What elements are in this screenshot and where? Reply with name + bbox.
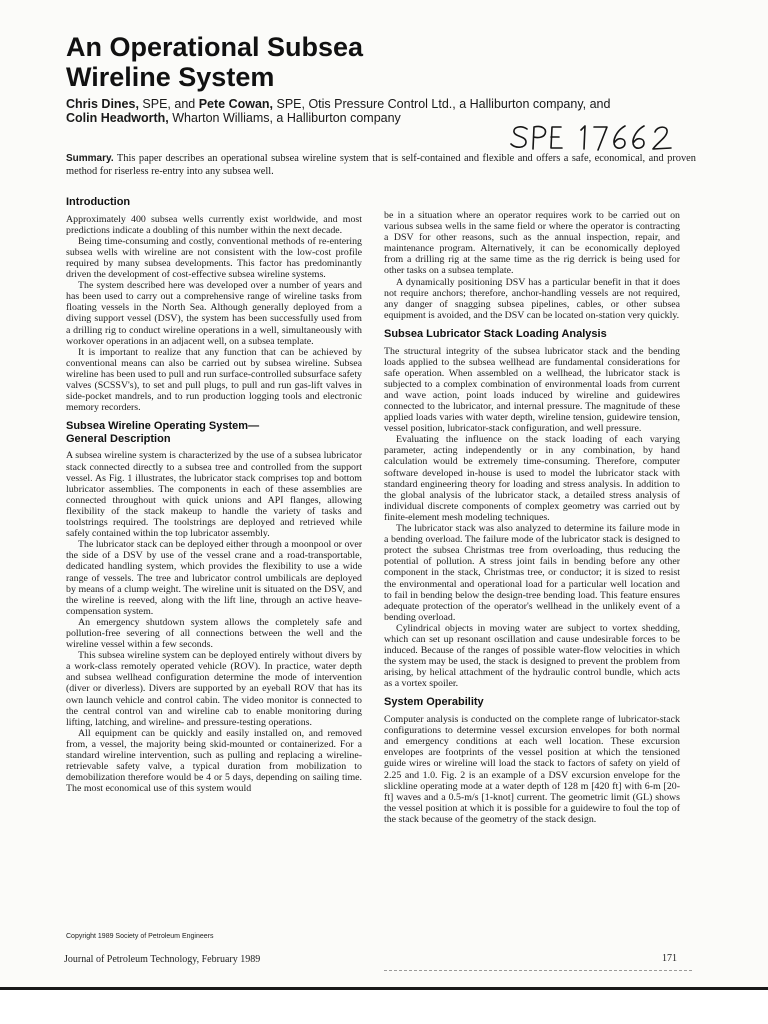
body-paragraph: Computer analysis is conducted on the complete range of lubricator-stack configurations to determine vessel excursion envelopes for both normal and emergency conditions at each well location. These excursion envelopes are footprints of the vessel position at which the tensioned guide wires or wireline will load the stack to factors of safety on yield of 2.25 and 1.0. Fig. 2 is an example of a DSV excursion envelope for the slickline operating mode at a water depth of 128 m [420 ft] with 6-m [20-ft] waves and a 0.5-m/s [1-knot] current. The geometric limit (GL) shows the vessel position at which it is possible for a guidewire to foul the top of the stack because of the geometry of the stack design. (384, 714, 680, 825)
body-paragraph: The lubricator stack was also analyzed to determine its failure mode in a bending overload. The failure mode of the lubricator stack is designed to protect the subsea Christmas tree from overloading, thus reducing the potential of pollution. A stress joint fails in bending before any other component in the stack, Christmas tree, or conductor; it is sized to resist the environmental and operational load for a particular well location and to fail in bending below the design-tree bending load. This feature ensures adequate protection of the operator's wellhead in the unlikely event of a bending overload. (384, 523, 680, 623)
body-paragraph: This subsea wireline system can be deployed entirely without divers by a work-class remotely operated vehicle (ROV). In practice, water depth and subsea wellhead configuration determine the mode of intervention (diver or diverless). Divers are supported by an eyeball ROV that has its own launch vehicle and control cabin. The video monitor is connected to the central control van and wireline cab to enable monitoring during lifting, latching, and wireline- and pressure-testing operations. (66, 650, 362, 728)
summary-paragraph (66, 153, 696, 178)
summary-text: This paper describes an operational subsea wireline system that is self-contained and flexible and offers a safe, economical, and proven method for riserless re-entry into any subsea well. (66, 153, 696, 177)
body-paragraph: Cylindrical objects in moving water are subject to vortex shedding, which can set up resonant oscillation and cause undesirable forces to be induced. Because of the ranges of possible water-flow velocities in which the system may be used, the stack is designed to prevent the problem from arising, by helical attachment of the hydraulic control bundle, which acts as a vortex spoiler. (384, 622, 680, 690)
handwritten-note-text: SPE 17662 (505, 122, 510, 123)
section-heading-system-operability: System Operability (384, 696, 484, 709)
author-affiliation: SPE, and (138, 97, 199, 111)
body-paragraph: be in a situation where an operator requires work to be carried out on various subsea wells in the same field or where the operator is contracting a DSV for other reasons, such as the annual inspection, repair, and maintenance program. Alternatively, it can be economically deployed from a drilling rig at the same time as the rig derrick is being used for other tasks on a subsea template. (384, 210, 680, 277)
section-heading-general-description (66, 420, 362, 445)
handwritten-paper-number (505, 122, 680, 154)
body-paragraph: A subsea wireline system is characterized by the use of a subsea lubricator stack connected directly to a subsea tree and controlled from the support vessel. As Fig. 1 illustrates, the lubricator stack comprises top and bottom lubricator assemblies. The components in each of these assemblies are connected throughout with quick unions and API flanges, allowing flexibility of the stack makeup to handle the variety of tasks and toolstrings required. The toolstrings are deployed and retrieved while safely contained within the top lubricator assembly. (66, 450, 362, 540)
body-paragraph: All equipment can be quickly and easily installed on, and removed from, a vessel, the majority being skid-mounted or containerized. For a standard wireline intervention, such as pulling and replacing a wireline-retrievable safety valve, a typical duration from mobilization to demobilization therefore would be 4 or 5 days, depending on sailing time. The most economical use of this system would (66, 727, 362, 795)
heading-line: Subsea Wireline Operating System— (66, 420, 260, 433)
body-paragraph: The system described here was developed over a number of years and has been used to carry out a comprehensive range of wireline tasks from floating vessels in the North Sea. Although generally deployed from a diving support vessel (DSV), the system has been successfully used from a drilling rig to conduct wireline operations in a well, simultaneously with workover operations in an adjacent well, on a subsea template. (66, 280, 362, 347)
title-line-2: Wireline System (66, 62, 275, 92)
page-number: 171 (662, 953, 677, 964)
body-paragraph: Evaluating the influence on the stack loading of each varying parameter, acting independently or in any combination, by hand calculation would be extremely time-consuming. Therefore, computer software developed in-house is used to model the lubricator stack with standard engineering theory for loading and stress analysis. In addition to the global analysis of the lubricator stack, a detailed stress analysis of individual discrete components of complex geometry was carried out by finite-element mesh modeling techniques. (384, 434, 680, 523)
body-paragraph: A dynamically positioning DSV has a particular benefit in that it does not require anchors; therefore, anchor-handling vessels are not required, any danger of snagging subsea pipelines, cables, or other subsea equipment is avoided, and the DSV can be located on-station very quickly. (384, 276, 680, 321)
author-byline (66, 97, 706, 125)
right-text-column (384, 210, 680, 825)
body-paragraph: An emergency shutdown system allows the completely safe and pollution-free severing of all connections between the well and the wireline vessel within a few seconds. (66, 616, 362, 651)
author-name: Pete Cowan, (198, 97, 274, 111)
section-heading-introduction: Introduction (66, 196, 131, 208)
copyright-line: Copyright 1989 Society of Petroleum Engineers (66, 933, 214, 940)
summary-label: Summary. (66, 153, 114, 164)
journal-footer: Journal of Petroleum Technology, February 1989 (64, 954, 261, 965)
left-text-column (66, 196, 362, 794)
footer-divider (384, 970, 692, 971)
title-line-1: An Operational Subsea (66, 32, 364, 62)
heading-line: General Description (66, 432, 171, 445)
body-paragraph: Being time-consuming and costly, conventional methods of re-entering subsea wells with wireline are not consistent with the low-cost profile required by many subsea developments. This factor has predominantly driven the development of cost-effective subsea wireline systems. (66, 235, 362, 281)
author-name: Colin Headworth, (66, 111, 169, 125)
body-paragraph: It is important to realize that any function that can be achieved by conventional means can also be carried out by subsea wireline. Subsea wireline has been used to pull and run surface-controlled subsurface safety valves (SCSSV's), to set and pull plugs, to pull and run gas-lift valves in side-pocket mandrels, and to run production logging tools and electronic memory recorders. (66, 346, 362, 414)
article-title (66, 32, 706, 92)
author-affiliation: SPE, Otis Pressure Control Ltd., a Halliburton company, and (273, 97, 611, 111)
author-name: Chris Dines, (66, 97, 139, 111)
section-heading-loading-analysis: Subsea Lubricator Stack Loading Analysis (384, 327, 607, 340)
author-affiliation: Wharton Williams, a Halliburton company (168, 111, 401, 125)
body-paragraph: The structural integrity of the subsea lubricator stack and the bending loads applied to the subsea wellhead are fundamental considerations for safe operation. When assembled on a wellhead, the lubricator stack is subjected to a complex combination of environmental loads from current and wave action, point loads induced by wireline and guidewires connected to the lubricator, and internal pressure. The magnitude of these applied loads varies with water depth, wireline tension, guidewire tension, vessel position, lubricator-stack configuration, and well pressure. (384, 345, 680, 435)
body-paragraph: Approximately 400 subsea wells currently exist worldwide, and most predictions indicate a doubling of this number within the next decade. (66, 213, 362, 236)
body-paragraph: The lubricator stack can be deployed either through a moonpool or over the side of a DSV by use of the vessel crane and a road-transportable, dedicated handling system, which provides the flexibility to use a wide range of vessels. The tree and lubricator control umbilicals are deployed by means of a clump weight. The wireline unit is situated on the DSV, and the wireline is reeved, along with the lift line, through an active heave-compensation system. (66, 539, 362, 617)
